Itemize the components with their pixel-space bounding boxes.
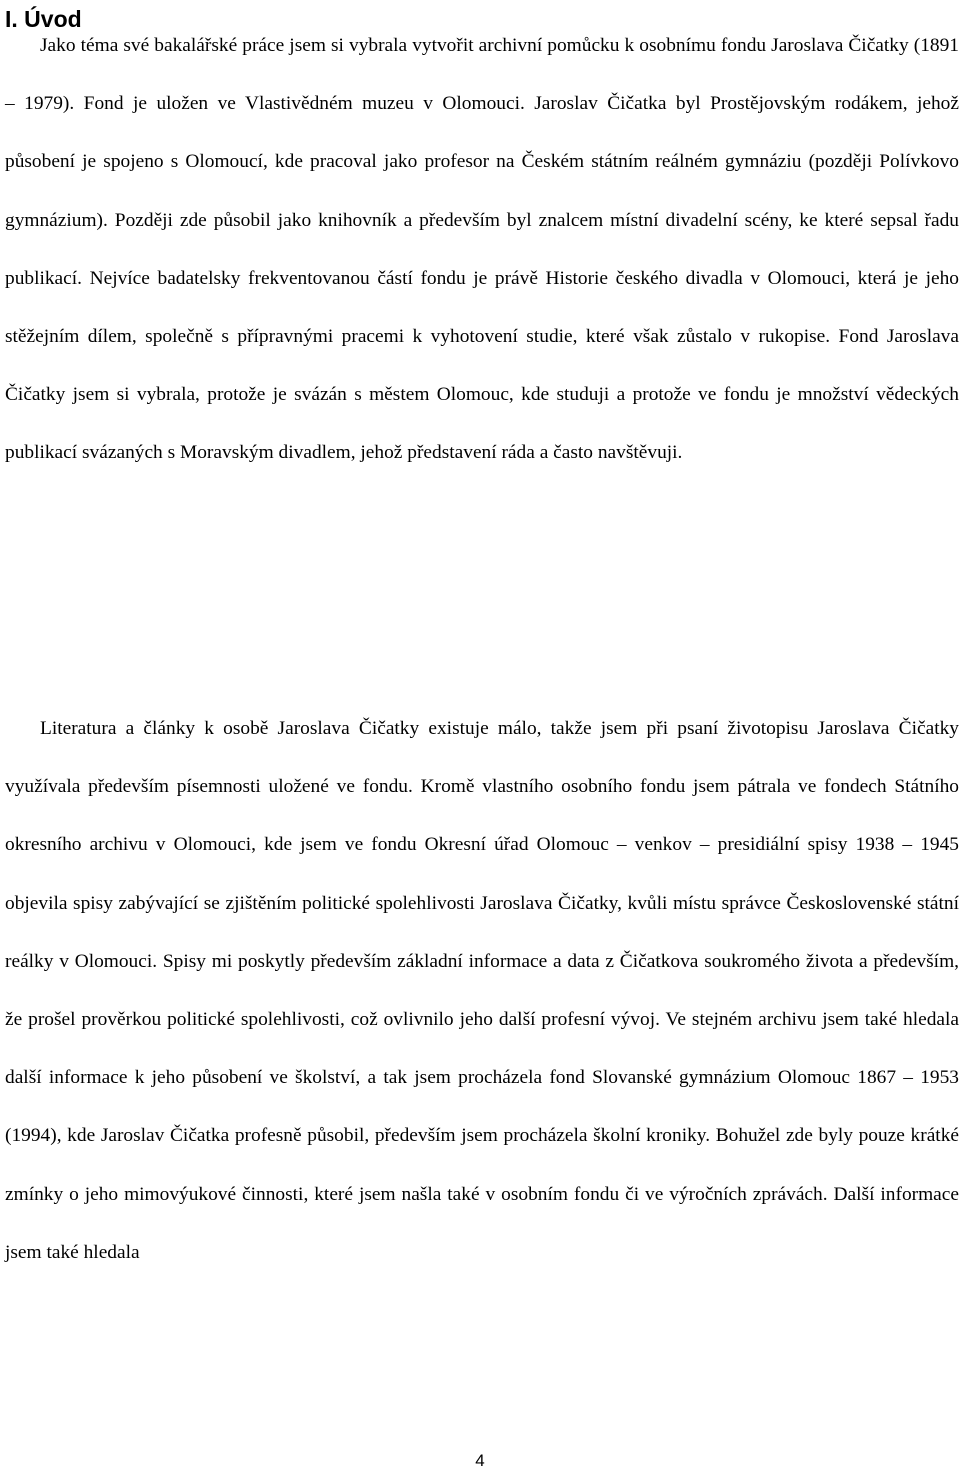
page-number: 4 bbox=[475, 1451, 485, 1470]
paragraph-sources: Literatura a články k osobě Jaroslava Čičatky existuje málo, takže jsem při psaní životopisu Jaroslava Čičatky využívala především písemnosti uložené ve fondu. Kromě vlastního osobního fondu jsem pátrala ve fondech Státního okresního archivu v Olomouci, kde jsem ve fondu Okresní úřad Olomouc – venkov – presidiální spisy 1938 – 1945 objevila spisy zabývající se zjištěním politické spolehlivosti Jaroslava Čičatky, kvůli místu správce Československé státní reálky v Olomouci. Spisy mi poskytly především základní informace a data z Čičatkova soukromého života a především, že prošel prověrkou politické spolehlivosti, což ovlivnilo jeho další profesní vývoj. Ve stejném archivu jsem také hledala další informace k jeho působení ve školství, a tak jsem procházela fond Slovanské gymnázium Olomouc 1867 – 1953 (1994), kde Jaroslav Čičatka profesně působil, především jsem procházela školní kroniky. Bohužel zde byly pouze krátké zmínky o jeho mimovýukové činnosti, které jsem našla také v osobním fondu či ve výročních zprávách. Další informace jsem také hledala bbox=[5, 718, 959, 1263]
section-heading: I. Úvod bbox=[5, 6, 82, 32]
paragraph-intro: Jako téma své bakalářské práce jsem si vybrala vytvořit archivní pomůcku k osobnímu fondu Jaroslava Čičatky (1891 – 1979). Fond je uložen ve Vlastivědném muzeu v Olomouci. Jaroslav Čičatka byl Prostějovským rodákem, jehož působení je spojeno s Olomoucí, kde pracoval jako profesor na Českém státním reálném gymnáziu (později Polívkovo gymnázium). Později zde působil jako knihovník a především byl znalcem místní divadelní scény, ke které sepsal řadu publikací. Nejvíce badatelsky frekventovanou částí fondu je právě Historie českého divadla v Olomouci, která je jeho stěžejním dílem, společně s přípravnými pracemi k vyhotovení studie, které však zůstalo v rukopise. Fond Jaroslava Čičatky jsem si vybrala, protože je svázán s městem Olomouc, kde studuji a protože ve fondu je množství vědeckých publikací svázaných s Moravským divadlem, jehož představení ráda a často navštěvuji. bbox=[5, 35, 959, 464]
